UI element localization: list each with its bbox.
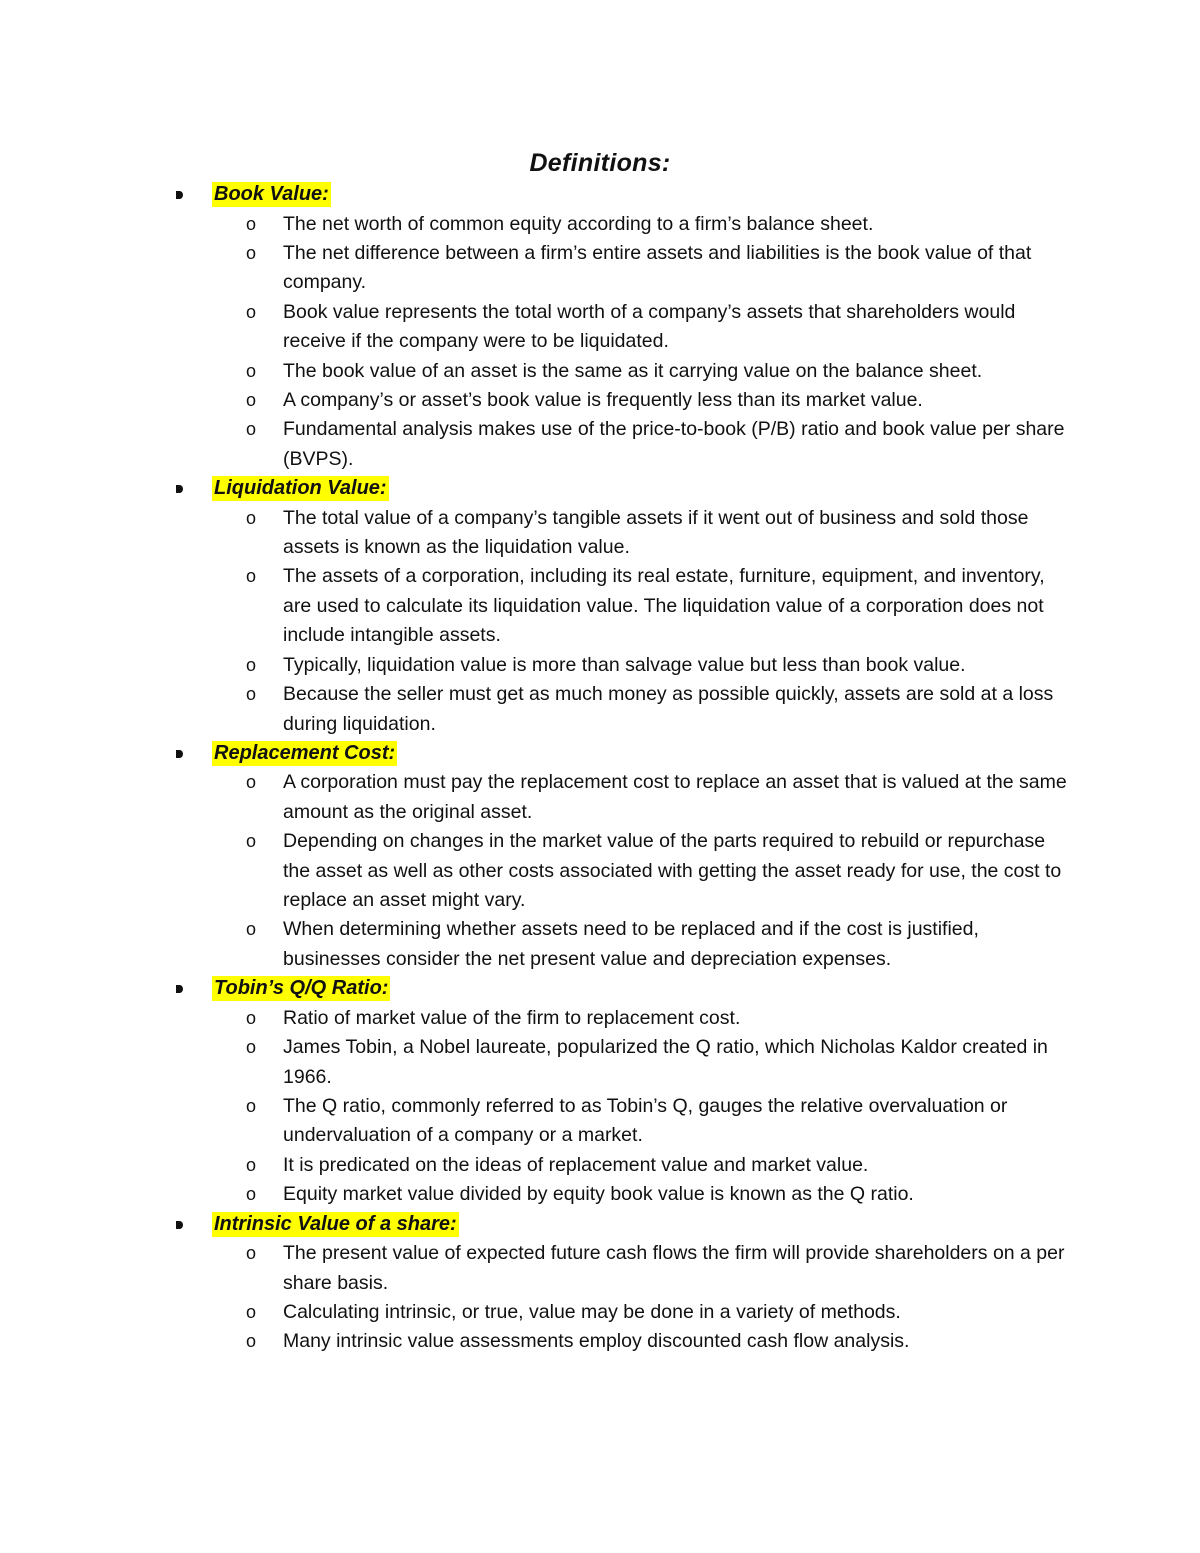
- section-heading-row: [174, 739, 1074, 769]
- section-intrinsic-value: [174, 1210, 1074, 1357]
- list-item: [174, 915, 1074, 974]
- item-text: Depending on changes in the market value of the parts required to rebuild or repurchase the asset as well as other costs associated with getting the asset ready for use, the cost to replace an asset might vary.: [283, 830, 1062, 912]
- list-item: [174, 1239, 1074, 1298]
- circle-bullet-icon: o: [246, 684, 257, 705]
- list-item: [174, 1327, 1074, 1356]
- page-title: Definitions:: [529, 149, 671, 177]
- list-item: [174, 357, 1074, 386]
- section-items: [174, 504, 1074, 739]
- list-item: [174, 298, 1074, 357]
- circle-bullet-icon: o: [246, 1331, 257, 1352]
- item-text: Fundamental analysis makes use of the price-to-book (P/B) ratio and book value per share (BVPS).: [283, 418, 1065, 470]
- item-text: The net difference between a firm’s entire assets and liabilities is the book value of that company.: [283, 241, 1032, 294]
- section-replacement-cost: [174, 739, 1074, 974]
- section-heading: Book Value:: [214, 183, 329, 205]
- item-text: It is predicated on the ideas of replacement value and market value.: [283, 1153, 869, 1176]
- item-text: The assets of a corporation, including its real estate, furniture, equipment, and inventory, are used to calculate its liquidation value. The liquidation value of a corporation does not include intangible assets.: [283, 565, 1045, 647]
- section-items: [174, 1004, 1074, 1210]
- list-item: [174, 1151, 1074, 1180]
- section-liquidation-value: [174, 474, 1074, 739]
- item-text: Calculating intrinsic, or true, value may be done in a variety of methods.: [283, 1300, 901, 1323]
- section-items: [174, 768, 1074, 974]
- circle-bullet-icon: o: [246, 301, 257, 322]
- list-item: [174, 680, 1074, 739]
- circle-bullet-icon: o: [246, 919, 257, 940]
- section-heading: Liquidation Value:: [214, 477, 387, 500]
- section-heading-row: [174, 1210, 1074, 1240]
- section-tobins-q: [174, 974, 1074, 1209]
- section-heading: Intrinsic Value of a share:: [214, 1212, 457, 1235]
- list-item: [174, 1004, 1074, 1033]
- item-text: The net worth of common equity according to a firm’s balance sheet.: [283, 212, 874, 235]
- circle-bullet-icon: o: [246, 654, 257, 675]
- circle-bullet-icon: o: [246, 1301, 257, 1322]
- list-item: [174, 386, 1074, 415]
- definitions-list: [174, 180, 1074, 1357]
- list-item: [174, 827, 1074, 915]
- item-text: When determining whether assets need to be replaced and if the cost is justified, businesses consider the net present value and depreciation expenses.: [283, 918, 979, 970]
- list-item: [174, 415, 1074, 474]
- list-item: [174, 1180, 1074, 1209]
- list-item: [174, 504, 1074, 563]
- list-item: [174, 239, 1074, 298]
- circle-bullet-icon: o: [246, 566, 257, 587]
- section-items: [174, 1239, 1074, 1357]
- circle-bullet-icon: o: [246, 1037, 257, 1058]
- item-text: Book value represents the total worth of a company’s assets that shareholders would receive if the company were to be liquidated.: [283, 300, 1016, 353]
- circle-bullet-icon: o: [246, 1007, 257, 1028]
- item-text: The present value of expected future cash flows the firm will provide shareholders on a per share basis.: [283, 1242, 1065, 1294]
- section-heading: Replacement Cost:: [214, 741, 396, 764]
- list-item: [174, 1092, 1074, 1151]
- circle-bullet-icon: o: [246, 1154, 257, 1175]
- section-book-value: [174, 180, 1074, 474]
- circle-bullet-icon: o: [246, 242, 257, 263]
- circle-bullet-icon: o: [246, 507, 257, 528]
- section-heading-row: [174, 974, 1074, 1004]
- item-text: Ratio of market value of the firm to replacement cost.: [283, 1006, 741, 1029]
- section-heading-row: [174, 180, 1074, 210]
- circle-bullet-icon: o: [246, 1095, 257, 1116]
- section-heading-row: [174, 474, 1074, 504]
- item-text: The Q ratio, commonly referred to as Tobin’s Q, gauges the relative overvaluation or undervaluation of a company or a market.: [283, 1094, 1008, 1147]
- item-text: The book value of an asset is the same as it carrying value on the balance sheet.: [283, 359, 983, 382]
- list-item: [174, 768, 1074, 827]
- item-text: Equity market value divided by equity book value is known as the Q ratio.: [283, 1183, 914, 1206]
- list-item: [174, 651, 1074, 680]
- circle-bullet-icon: o: [246, 772, 257, 793]
- item-text: Typically, liquidation value is more than salvage value but less than book value.: [283, 653, 966, 676]
- circle-bullet-icon: o: [246, 419, 257, 440]
- circle-bullet-icon: o: [246, 360, 257, 381]
- list-item: [174, 1033, 1074, 1092]
- circle-bullet-icon: o: [246, 1184, 257, 1205]
- section-items: [174, 210, 1074, 475]
- item-text: Because the seller must get as much money as possible quickly, assets are sold at a loss during liquidation.: [283, 683, 1054, 735]
- circle-bullet-icon: o: [246, 831, 257, 852]
- item-text: The total value of a company’s tangible assets if it went out of business and sold those assets is known as the liquidation value.: [283, 506, 1029, 559]
- item-text: A corporation must pay the replacement cost to replace an asset that is valued at the same amount as the original asset.: [283, 771, 1067, 823]
- item-text: James Tobin, a Nobel laureate, popularized the Q ratio, which Nicholas Kaldor created in 1966.: [283, 1036, 1048, 1088]
- circle-bullet-icon: o: [246, 1243, 257, 1264]
- list-item: [174, 1298, 1074, 1327]
- circle-bullet-icon: o: [246, 389, 257, 410]
- circle-bullet-icon: o: [246, 213, 257, 234]
- section-heading: Tobin’s Q/Q Ratio:: [214, 977, 389, 1000]
- list-item: [174, 562, 1074, 650]
- item-text: Many intrinsic value assessments employ discounted cash flow analysis.: [283, 1330, 910, 1353]
- list-item: [174, 210, 1074, 239]
- item-text: A company’s or asset’s book value is frequently less than its market value.: [283, 388, 923, 411]
